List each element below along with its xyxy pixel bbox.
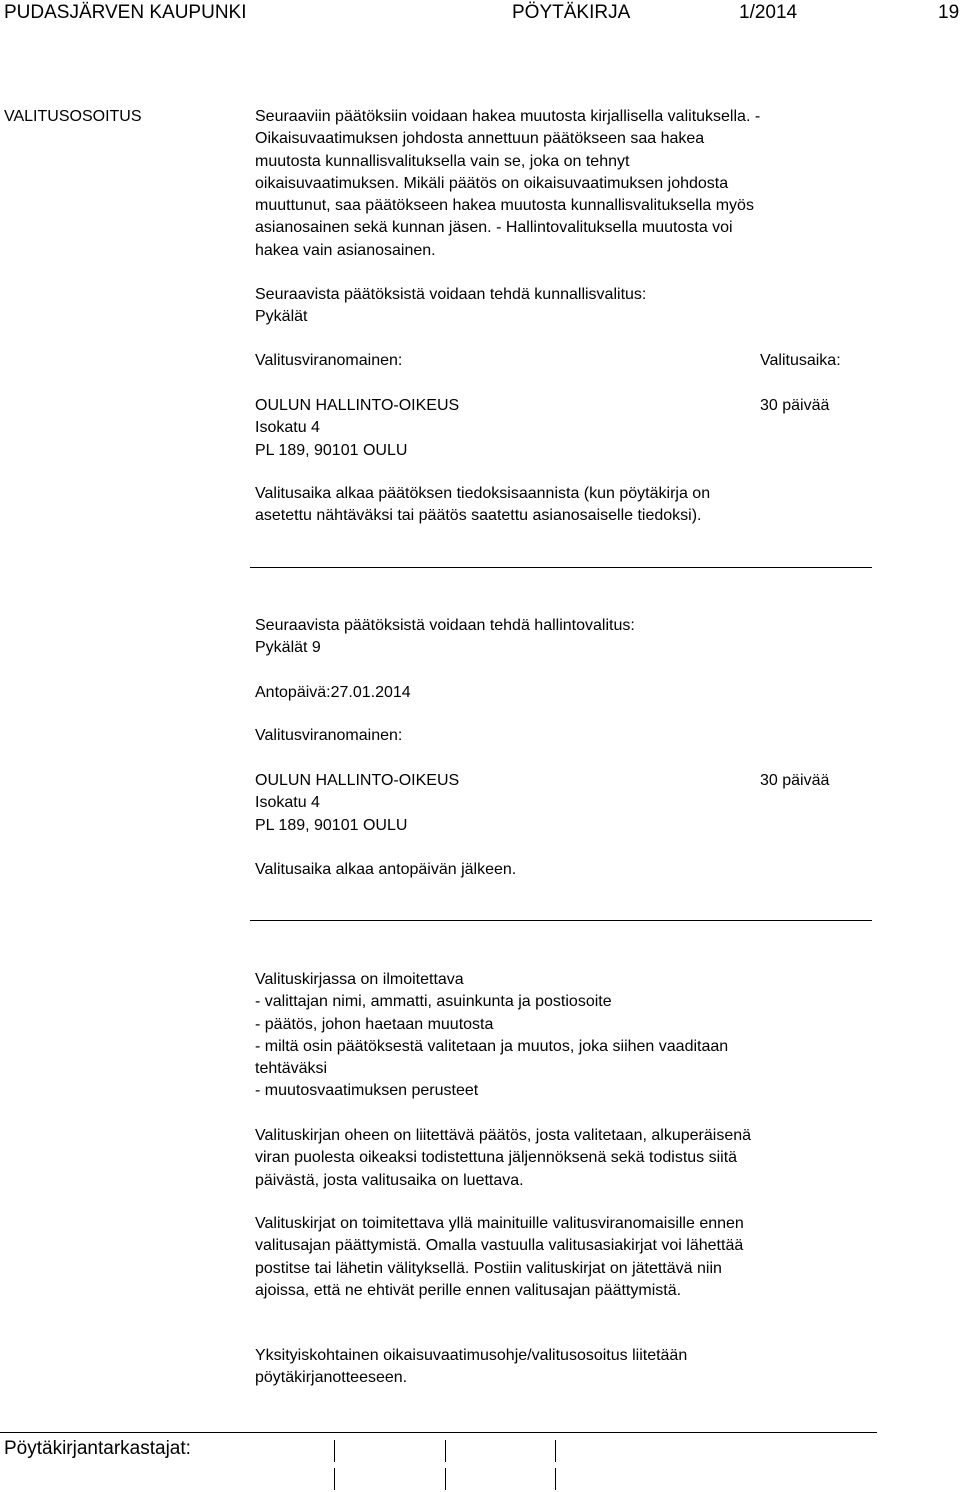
submission-paragraph (255, 1213, 895, 1302)
authority-postal: PL 189, 90101 OULU (255, 441, 408, 459)
signature-field[interactable] (555, 1468, 556, 1490)
list-item: - valittajan nimi, ammatti, asuinkunta ja postiosoite (255, 993, 612, 1011)
organization-name: PUDASJÄRVEN KAUPUNKI (4, 2, 247, 23)
signature-field[interactable] (334, 1440, 335, 1462)
municipal-appeal-sections: Pykälät (255, 308, 308, 326)
list-item: - muutosvaatimuksen perusteet (255, 1082, 479, 1100)
list-item: tehtäväksi (255, 1060, 328, 1078)
authority-street: Isokatu 4 (255, 419, 320, 437)
administrative-appeal-sections: Pykälät 9 (255, 639, 321, 657)
signature-field[interactable] (445, 1468, 446, 1490)
administrative-period-note: Valitusaika alkaa antopäivän jälkeen. (255, 861, 517, 878)
intro-line: Oikaisuvaatimuksen johdosta annettuun päätökseen saa hakea (255, 130, 705, 148)
administrative-authority-label: Valitusviranomainen: (255, 727, 403, 744)
reviewers-label: Pöytäkirjantarkastajat: (4, 1438, 191, 1459)
municipal-period-value: 30 päivää (760, 397, 830, 414)
signature-field[interactable] (334, 1468, 335, 1490)
intro-line: muutosta kunnallisvalituksella vain se, joka on tehnyt (255, 152, 630, 170)
intro-line: oikaisuvaatimuksen. Mikäli päätös on oikaisuvaatimuksen johdosta (255, 174, 729, 192)
authority-street: Isokatu 4 (255, 794, 320, 812)
municipal-appeal-heading: Seuraavista päätöksistä voidaan tehdä kunnallisvalitus: (255, 286, 647, 303)
appeal-contents-list (255, 969, 895, 1103)
administrative-appeal-heading: Seuraavista päätöksistä voidaan tehdä hallintovalitus: (255, 617, 635, 634)
page-number: 19 (938, 2, 960, 23)
section-title: VALITUSOSOITUS (4, 108, 142, 125)
issue-date: Antopäivä:27.01.2014 (255, 684, 411, 701)
paragraph-line: pöytäkirjanotteeseen. (255, 1369, 408, 1387)
municipal-appeal-heading-block (255, 284, 895, 329)
note-line: Valitusaika alkaa päätöksen tiedoksisaannista (kun pöytäkirja on (255, 485, 711, 502)
paragraph-line: ajoissa, että ne ehtivät perille ennen valitusajan päättymistä. (255, 1281, 682, 1299)
authority-name: OULUN HALLINTO-OIKEUS (255, 397, 460, 414)
administrative-appeal-heading-block (255, 615, 895, 660)
paragraph-line: Valituskirjan oheen on liitettävä päätös, josta valitetaan, alkuperäisenä (255, 1127, 752, 1144)
intro-line: asianosainen sekä kunnan jäsen. - Hallintovalituksella muutosta voi (255, 219, 733, 237)
section-divider (250, 567, 872, 568)
detail-paragraph (255, 1345, 895, 1390)
authority-name: OULUN HALLINTO-OIKEUS (255, 772, 460, 789)
document-issue: 1/2014 (739, 2, 798, 23)
list-item: - miltä osin päätöksestä valitetaan ja muutos, joka siihen vaaditaan (255, 1037, 729, 1055)
paragraph-line: postitse tai lähetin välityksellä. Postiin valituskirjat on jätettävä niin (255, 1259, 722, 1277)
signature-field[interactable] (445, 1440, 446, 1462)
signature-field[interactable] (555, 1440, 556, 1462)
intro-line: Seuraaviin päätöksiin voidaan hakea muutosta kirjallisella valituksella. - (255, 108, 761, 125)
note-line: asetettu nähtäväksi tai päätös saatettu asianosaiselle tiedoksi). (255, 507, 702, 525)
authority-postal: PL 189, 90101 OULU (255, 816, 408, 834)
municipal-period-note (255, 483, 895, 528)
paragraph-line: päivästä, josta valitusaika on luettava. (255, 1171, 524, 1189)
municipal-authority-label: Valitusviranomainen: (255, 352, 403, 369)
intro-paragraph (255, 106, 895, 262)
paragraph-line: Valituskirjat on toimitettava yllä mainituille valitusviranomaisille ennen (255, 1215, 744, 1232)
attachments-paragraph (255, 1125, 895, 1192)
intro-line: hakea vain asianosainen. (255, 241, 436, 259)
intro-line: muuttunut, saa päätökseen hakea muutosta kunnallisvalituksella myös (255, 197, 754, 215)
administrative-period-value: 30 päivää (760, 772, 830, 789)
paragraph-line: valitusajan päättymistä. Omalla vastuulla valitusasiakirjat voi lähettää (255, 1237, 744, 1255)
document-type: PÖYTÄKIRJA (512, 2, 631, 23)
municipal-period-label: Valitusaika: (760, 352, 841, 369)
paragraph-line: Yksityiskohtainen oikaisuvaatimusohje/valitusosoitus liitetään (255, 1347, 688, 1364)
footer-rule (0, 1432, 877, 1433)
list-item: - päätös, johon haetaan muutosta (255, 1015, 494, 1033)
section-divider (250, 920, 872, 921)
list-item: Valituskirjassa on ilmoitettava (255, 971, 464, 988)
paragraph-line: viran puolesta oikeaksi todistettuna jäljennöksenä sekä todistus siitä (255, 1149, 738, 1167)
